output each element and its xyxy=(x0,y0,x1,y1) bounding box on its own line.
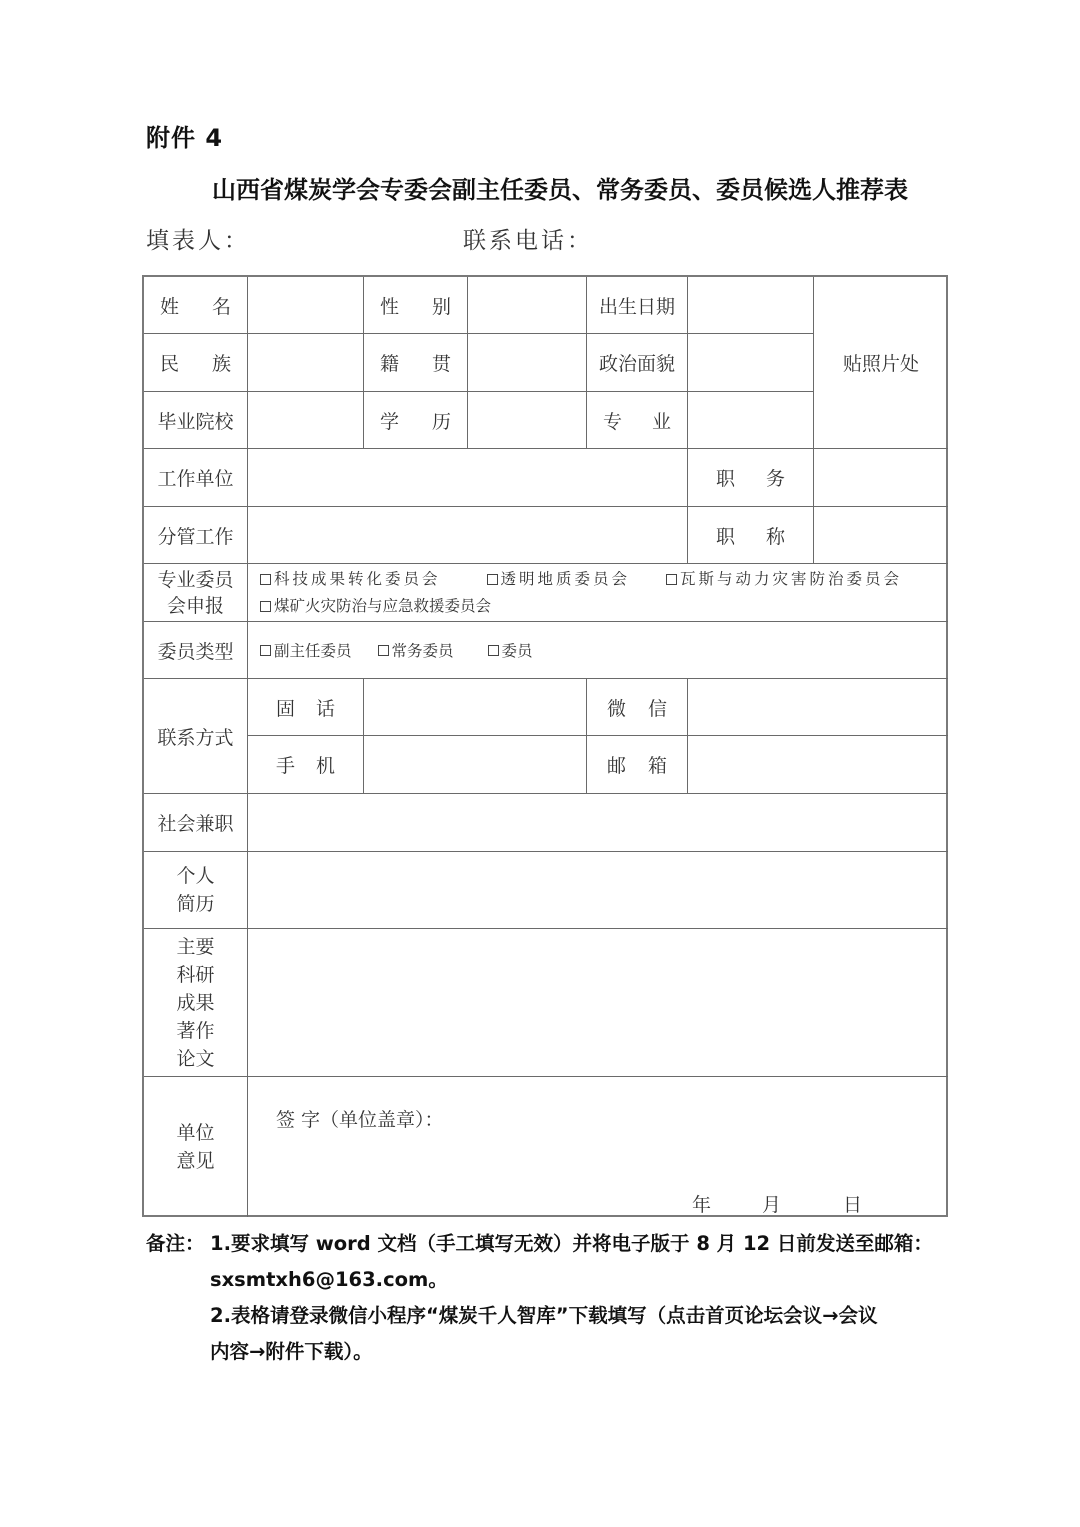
committee-option-transparent-geology[interactable]: 透明地质委员会 xyxy=(487,566,631,593)
member-type-options xyxy=(248,622,948,679)
checkbox-icon[interactable] xyxy=(260,601,271,612)
wechat-label: 微 信 xyxy=(587,679,688,736)
political-status-label: 政治面貌 xyxy=(587,334,688,392)
month-label: 月 xyxy=(762,1194,782,1216)
ethnicity-field[interactable] xyxy=(248,334,364,392)
education-field[interactable] xyxy=(468,392,587,449)
checkbox-icon[interactable] xyxy=(487,574,498,585)
position-field[interactable] xyxy=(814,449,948,507)
gender-field[interactable] xyxy=(468,277,587,334)
checkbox-icon[interactable] xyxy=(260,645,271,656)
contact-phone-label: 联系电话： xyxy=(463,228,593,254)
work-unit-field[interactable] xyxy=(248,449,688,507)
committee-option-gas-disaster[interactable]: 瓦斯与动力灾害防治委员会 xyxy=(666,566,902,593)
checkbox-icon[interactable] xyxy=(260,574,271,585)
note-line-2: 2.表格请登录微信小程序“煤炭千人智库”下载填写（点击首页论坛会议→会议 xyxy=(210,1304,878,1327)
birth-date-field[interactable] xyxy=(688,277,814,334)
position-label: 职 务 xyxy=(688,449,814,507)
title-rank-label: 职 称 xyxy=(688,507,814,564)
email-label: 邮 箱 xyxy=(587,736,688,794)
social-posts-label: 社会兼职 xyxy=(144,794,248,852)
form-title: 山西省煤炭学会专委会副主任委员、常务委员、委员候选人推荐表 xyxy=(212,176,908,204)
unit-opinion-label: 单位 意见 xyxy=(144,1077,248,1217)
landline-field[interactable] xyxy=(364,679,587,736)
wechat-field[interactable] xyxy=(688,679,948,736)
photo-area[interactable]: 贴照片处 xyxy=(814,277,948,449)
title-rank-field[interactable] xyxy=(814,507,948,564)
signature-label: 签 字（单位盖章）： xyxy=(276,1109,444,1131)
day-label: 日 xyxy=(843,1194,863,1216)
name-label: 姓 名 xyxy=(144,277,248,334)
major-label: 专 业 xyxy=(587,392,688,449)
ethnicity-label: 民 族 xyxy=(144,334,248,392)
committee-option-tech-transfer[interactable]: 科技成果转化委员会 xyxy=(260,566,441,593)
in-charge-label: 分管工作 xyxy=(144,507,248,564)
school-field[interactable] xyxy=(248,392,364,449)
native-place-field[interactable] xyxy=(468,334,587,392)
mobile-label: 手 机 xyxy=(248,736,364,794)
research-label: 主要 科研 成果 著作 论文 xyxy=(144,929,248,1077)
gender-label: 性 别 xyxy=(364,277,468,334)
school-label: 毕业院校 xyxy=(144,392,248,449)
landline-label: 固 话 xyxy=(248,679,364,736)
committee-options xyxy=(248,564,948,622)
research-field[interactable] xyxy=(248,929,948,1077)
note-line-1: 1.要求填写 word 文档（手工填写无效）并将电子版于 8 月 12 日前发送至邮箱： xyxy=(210,1232,933,1255)
contact-label: 联系方式 xyxy=(144,679,248,794)
name-field[interactable] xyxy=(248,277,364,334)
checkbox-icon[interactable] xyxy=(666,574,677,585)
member-type-standing[interactable]: 常务委员 xyxy=(378,639,454,661)
notes-prefix: 备注： xyxy=(146,1232,205,1255)
resume-field[interactable] xyxy=(248,852,948,929)
native-place-label: 籍 贯 xyxy=(364,334,468,392)
year-label: 年 xyxy=(692,1194,712,1216)
filler-label: 填表人： xyxy=(146,228,250,254)
mobile-field[interactable] xyxy=(364,736,587,794)
email-field[interactable] xyxy=(688,736,948,794)
checkbox-icon[interactable] xyxy=(378,645,389,656)
checkbox-icon[interactable] xyxy=(488,645,499,656)
note-email: sxsmtxh6@163.com。 xyxy=(210,1268,448,1291)
resume-label: 个人 简历 xyxy=(144,852,248,929)
member-type-label: 委员类型 xyxy=(144,622,248,679)
member-type-member[interactable]: 委员 xyxy=(488,639,533,661)
social-posts-field[interactable] xyxy=(248,794,948,852)
note-line-2-cont: 内容→附件下载）。 xyxy=(210,1340,373,1363)
committee-option-mine-fire[interactable]: 煤矿火灾防治与应急救援委员会 xyxy=(260,593,491,620)
attachment-label: 附件 4 xyxy=(146,124,224,152)
member-type-vice-chair[interactable]: 副主任委员 xyxy=(260,639,352,661)
committee-label: 专业委员 会申报 xyxy=(144,564,248,622)
major-field[interactable] xyxy=(688,392,814,449)
work-unit-label: 工作单位 xyxy=(144,449,248,507)
birth-date-label: 出生日期 xyxy=(587,277,688,334)
recommendation-table xyxy=(142,275,948,1217)
education-label: 学 历 xyxy=(364,392,468,449)
political-status-field[interactable] xyxy=(688,334,814,392)
in-charge-field[interactable] xyxy=(248,507,688,564)
